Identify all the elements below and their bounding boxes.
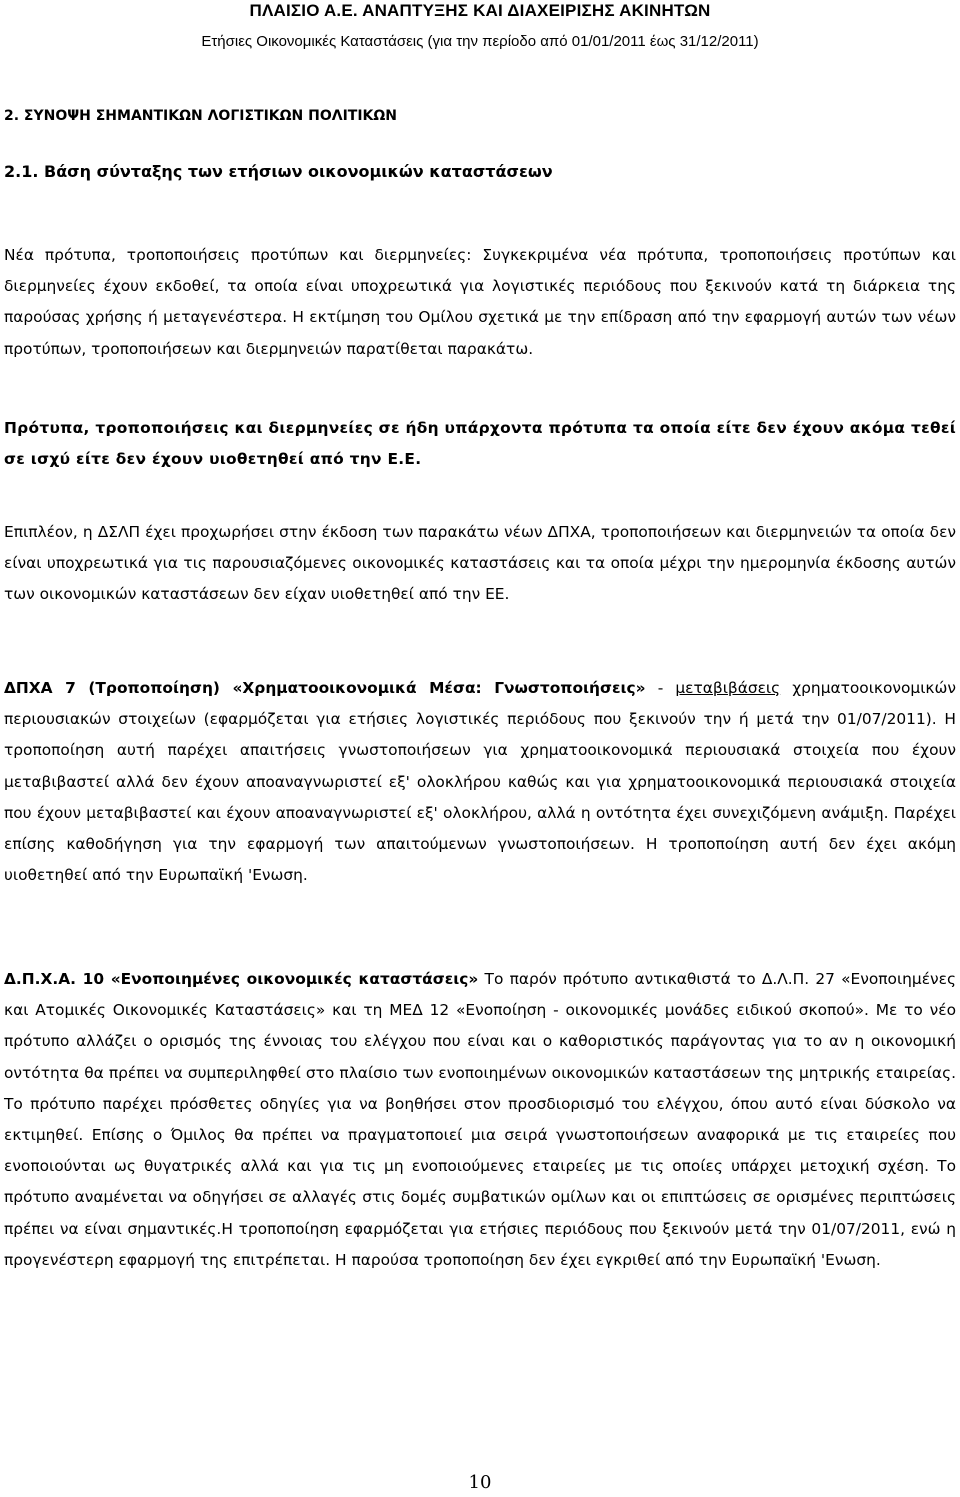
page-number: 10 xyxy=(468,1472,492,1493)
ifrs10-title: Δ.Π.Χ.Α. 10 «Ενοποιημένες οικονομικές καταστάσεις» xyxy=(4,970,479,988)
paragraph-ifrs10 xyxy=(4,964,956,1276)
ifrs10-body: Το παρόν πρότυπο αντικαθιστά το Δ.Λ.Π. 27 «Ενοποιημένες και Ατομικές Οικονομικές Καταστάσεις» και τη ΜΕΔ 12 «Ενοποίηση - οικονομικές μονάδες ειδικού σκοπού». Με το νέο πρότυπο αλλάζει ο ορισμός της έννοιας του ελέγχου που είναι και ο καθοριστικός παράγοντας για το αν η οικονομική οντότητα θα πρέπει να συμπεριληφθεί στο πλαίσιο των ενοποιημένων οικονομικών καταστάσεων της μητρικής εταιρείας. Το πρότυπο παρέχει πρόσθετες οδηγίες για να βοηθήσει στον προσδιορισμό του ελέγχου, όπου αυτό είναι δύσκολο να εκτιμηθεί. Επίσης ο Όμιλος θα πρέπει να πραγματοποιεί μια σειρά γνωστοποιήσεων αναφορικά με τις εταιρείες που ενοποιούνται ως θυγατρικές αλλά και για τις μη ενοποιούμενες εταιρείες με τις οποίες υπάρχει μετοχική σχέση. Το πρότυπο αναμένεται να οδηγήσει σε αλλαγές στις δομές συμβατικών ομίλων και οι επιπτώσεις σε ορισμένες περιπτώσεις πρέπει να είναι σημαντικές.Η τροποποίηση εφαρμόζεται για ετήσιες περιόδους που ξεκινούν μετά την 01/07/2011, ενώ η προγενέστερη εφαρμογή της επιτρέπεται. Η παρούσα τροποποίηση δεν έχει εγκριθεί από την Ευρωπαϊκή 'Ενωση. xyxy=(4,970,956,1269)
ifrs7-dash: - xyxy=(645,679,676,697)
paragraph-iasb-issuance: Επιπλέον, η ΔΣΛΠ έχει προχωρήσει στην έκδοση των παρακάτω νέων ΔΠΧΑ, τροποποιήσεων και διερμηνειών τα οποία δεν είναι υποχρεωτικά για τις παρουσιαζόμενες οικονομικές καταστάσεις και τα οποία μέχρι την ημερομηνία έκδοσης αυτών των οικονομικών καταστάσεων δεν είχαν υιοθετηθεί από την ΕΕ. xyxy=(4,523,956,604)
ifrs7-body: χρηματοοικονομικών περιουσιακών στοιχείων (εφαρμόζεται για ετήσιες λογιστικές περιόδους που ξεκινούν την ή μετά την 01/07/2011). Η τροποποίηση αυτή παρέχει απαιτήσεις γνωστοποιήσεων για χρηματοοικονομικά περιουσιακά στοιχεία που έχουν μεταβιβαστεί αλλά δεν έχουν αποαναγνωριστεί εξ' ολοκλήρου καθώς και για χρηματοοικονομικά περιουσιακά στοιχεία που έχουν μεταβιβαστεί και έχουν αποαναγνωριστεί εξ' ολοκλήρου, αλλά η οντότητα έχει συνεχιζόμενη ανάμιξη. Παρέχει επίσης καθοδήγηση για την εφαρμογή των απαιτούμενων γνωστοποιήσεων. Η τροποποίηση αυτή δεν έχει ακόμη υιοθετηθεί από την Ευρωπαϊκή 'Ενωση. xyxy=(4,679,956,885)
ifrs7-title: ΔΠΧΑ 7 (Τροποποίηση) «Χρηματοοικονομικά Μέσα: Γνωστοποιήσεις» xyxy=(4,679,646,697)
section-heading: 2. ΣΥΝΟΨΗ ΣΗΜΑΝΤΙΚΩΝ ΛΟΓΙΣΤΙΚΩΝ ΠΟΛΙΤΙΚΩΝ xyxy=(4,108,398,124)
subsection-heading: 2.1. Βάση σύνταξης των ετήσιων οικονομικών καταστάσεων xyxy=(4,162,553,181)
document-header-subtitle: Ετήσιες Οικονομικές Καταστάσεις (για την περίοδο από 01/01/2011 έως 31/12/2011) xyxy=(201,33,759,50)
ifrs7-underlined-term: μεταβιβάσεις xyxy=(675,679,781,697)
paragraph-new-standards-intro: Νέα πρότυπα, τροποποιήσεις προτύπων και διερμηνείες: Συγκεκριμένα νέα πρότυπα, τροποποιήσεις προτύπων και διερμηνείες έχουν εκδοθεί, τα οποία είναι υποχρεωτικά για λογιστικές περιόδους που ξεκινούν κατά τη διάρκεια της παρούσας χρήσης ή μεταγενέστερα. Η εκτίμηση του Ομίλου σχετικά με την επίδραση από την εφαρμογή αυτών των νέων προτύπων, τροποποιήσεων και διερμηνειών παρατίθεται παρακάτω. xyxy=(4,246,956,358)
paragraph-standards-not-adopted-heading: Πρότυπα, τροποποιήσεις και διερμηνείες σε ήδη υπάρχοντα πρότυπα τα οποία είτε δεν έχουν ακόμα τεθεί σε ισχύ είτε δεν έχουν υιοθετηθεί από την Ε.Ε. xyxy=(4,419,956,469)
paragraph-ifrs7-amendment xyxy=(4,673,956,891)
document-header-title: ΠΛΑΙΣΙΟ Α.Ε. ΑΝΑΠΤΥΞΗΣ ΚΑΙ ΔΙΑΧΕΙΡΙΣΗΣ ΑΚΙΝΗΤΩΝ xyxy=(249,1,711,20)
